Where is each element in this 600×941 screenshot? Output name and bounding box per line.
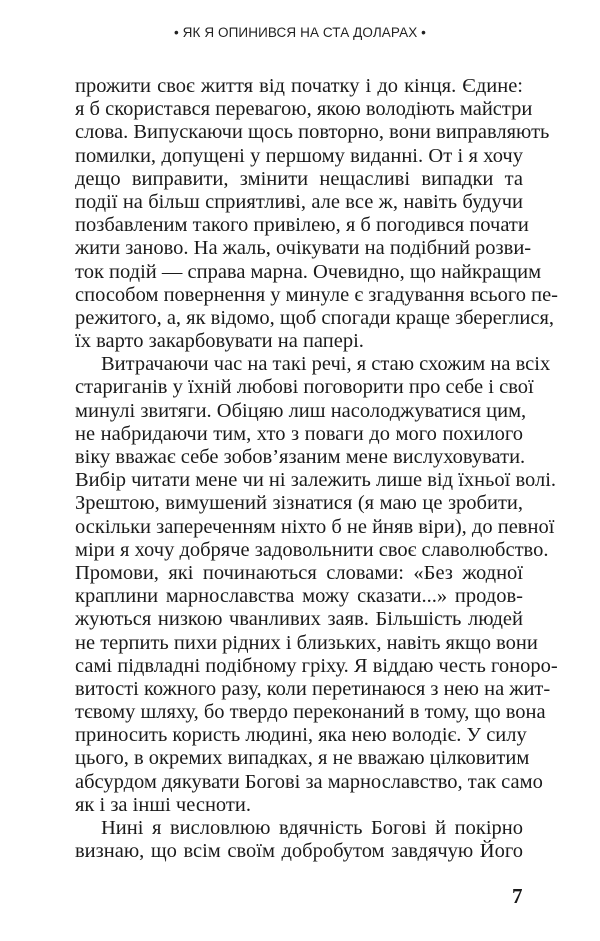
text-line: помилки, допущені у першому виданні. От і я хочу <box>75 144 523 167</box>
text-line: оскільки запереченням ніхто б не йняв віри), до певної <box>75 515 555 538</box>
text-line: приносить користь людині, яка нею володіє. У силу <box>75 724 527 747</box>
running-header: • ЯК Я ОПИНИВСЯ НА СТА ДОЛАРАХ • <box>173 25 426 40</box>
text-line: я б скористався перевагою, якою володіють майстри <box>75 98 533 121</box>
text-line: тєвому шляху, бо твердо переконаний в тому, що вона <box>75 701 546 724</box>
text-line: витості кожного разу, коли перетинаюся з нею на жит- <box>75 677 551 700</box>
text-line: як і за інші чесноти. <box>75 793 251 816</box>
text-line: не набридаючи тим, хто з поваги до мого похилого <box>75 422 523 445</box>
text-line: стариганів у їхній любові поговорити про себе і свої <box>75 376 534 399</box>
text-line: події на більш сприятливі, але все ж, навіть будучи <box>75 190 523 213</box>
text-line: ток подій — справа марна. Очевидно, що найкращим <box>75 260 542 283</box>
text-line: прожити своє життя від початку і до кінця. Єдине: <box>75 75 523 97</box>
text-line: краплини марнославства можу сказати...» продов- <box>75 585 523 608</box>
text-line: жуються низкою чванливих заяв. Більшість людей <box>75 608 523 631</box>
text-line: цього, в окремих випадках, я не вважаю цілковитим <box>75 747 530 770</box>
text-line: способом повернення у минуле є згадування всього пе- <box>75 283 558 306</box>
paragraph <box>75 75 558 353</box>
paragraph <box>75 817 523 863</box>
text-line: Нині я висловлюю вдячність Богові й покірно <box>101 817 523 839</box>
text-line: режитого, а, як відомо, щоб спогади краще збереглися, <box>75 306 555 329</box>
text-line: жити заново. На жаль, очікувати на подібний розви- <box>75 237 532 260</box>
text-line: віку вважає себе зобов’язаним мене вислуховувати. <box>75 446 526 468</box>
text-line: позбавленим такого привілею, я б погодився почати <box>75 214 529 237</box>
page-body-text <box>75 75 558 863</box>
text-line: абсурдом дякувати Богові за марнославство, так само <box>75 770 543 793</box>
text-line: Витрачаючи час на такі речі, я стаю схожим на всіх <box>101 353 551 376</box>
text-line: самі підвладні подібному гріху. Я віддаю честь гоноро- <box>75 654 558 677</box>
text-line: минулі звитяги. Обіцяю лиш насолоджуватися цим, <box>75 399 527 422</box>
text-line: міри я хочу добряче задовольнити своє славолюбство. <box>75 538 549 561</box>
text-line: Вибір читати мене чи ні залежить лише від їхньої волі. <box>75 469 557 492</box>
text-line: визнаю, що всім своїм добробутом завдячую Його <box>75 840 523 863</box>
text-line: не терпить пихи рідних і близьких, навіть якщо вони <box>75 631 538 654</box>
text-line: Зрештою, вимушений зізнатися (я маю це зробити, <box>75 492 523 515</box>
page-number: 7 <box>512 884 523 908</box>
text-line: дещо виправити, змінити нещасливі випадки та <box>75 167 523 190</box>
text-line: слова. Випускаючи щось повторно, вони виправляють <box>75 121 550 144</box>
paragraph <box>75 353 558 817</box>
text-line: Промови, які починаються словами: «Без жодної <box>75 561 523 584</box>
text-line: їх варто закарбовувати на папері. <box>75 330 364 353</box>
